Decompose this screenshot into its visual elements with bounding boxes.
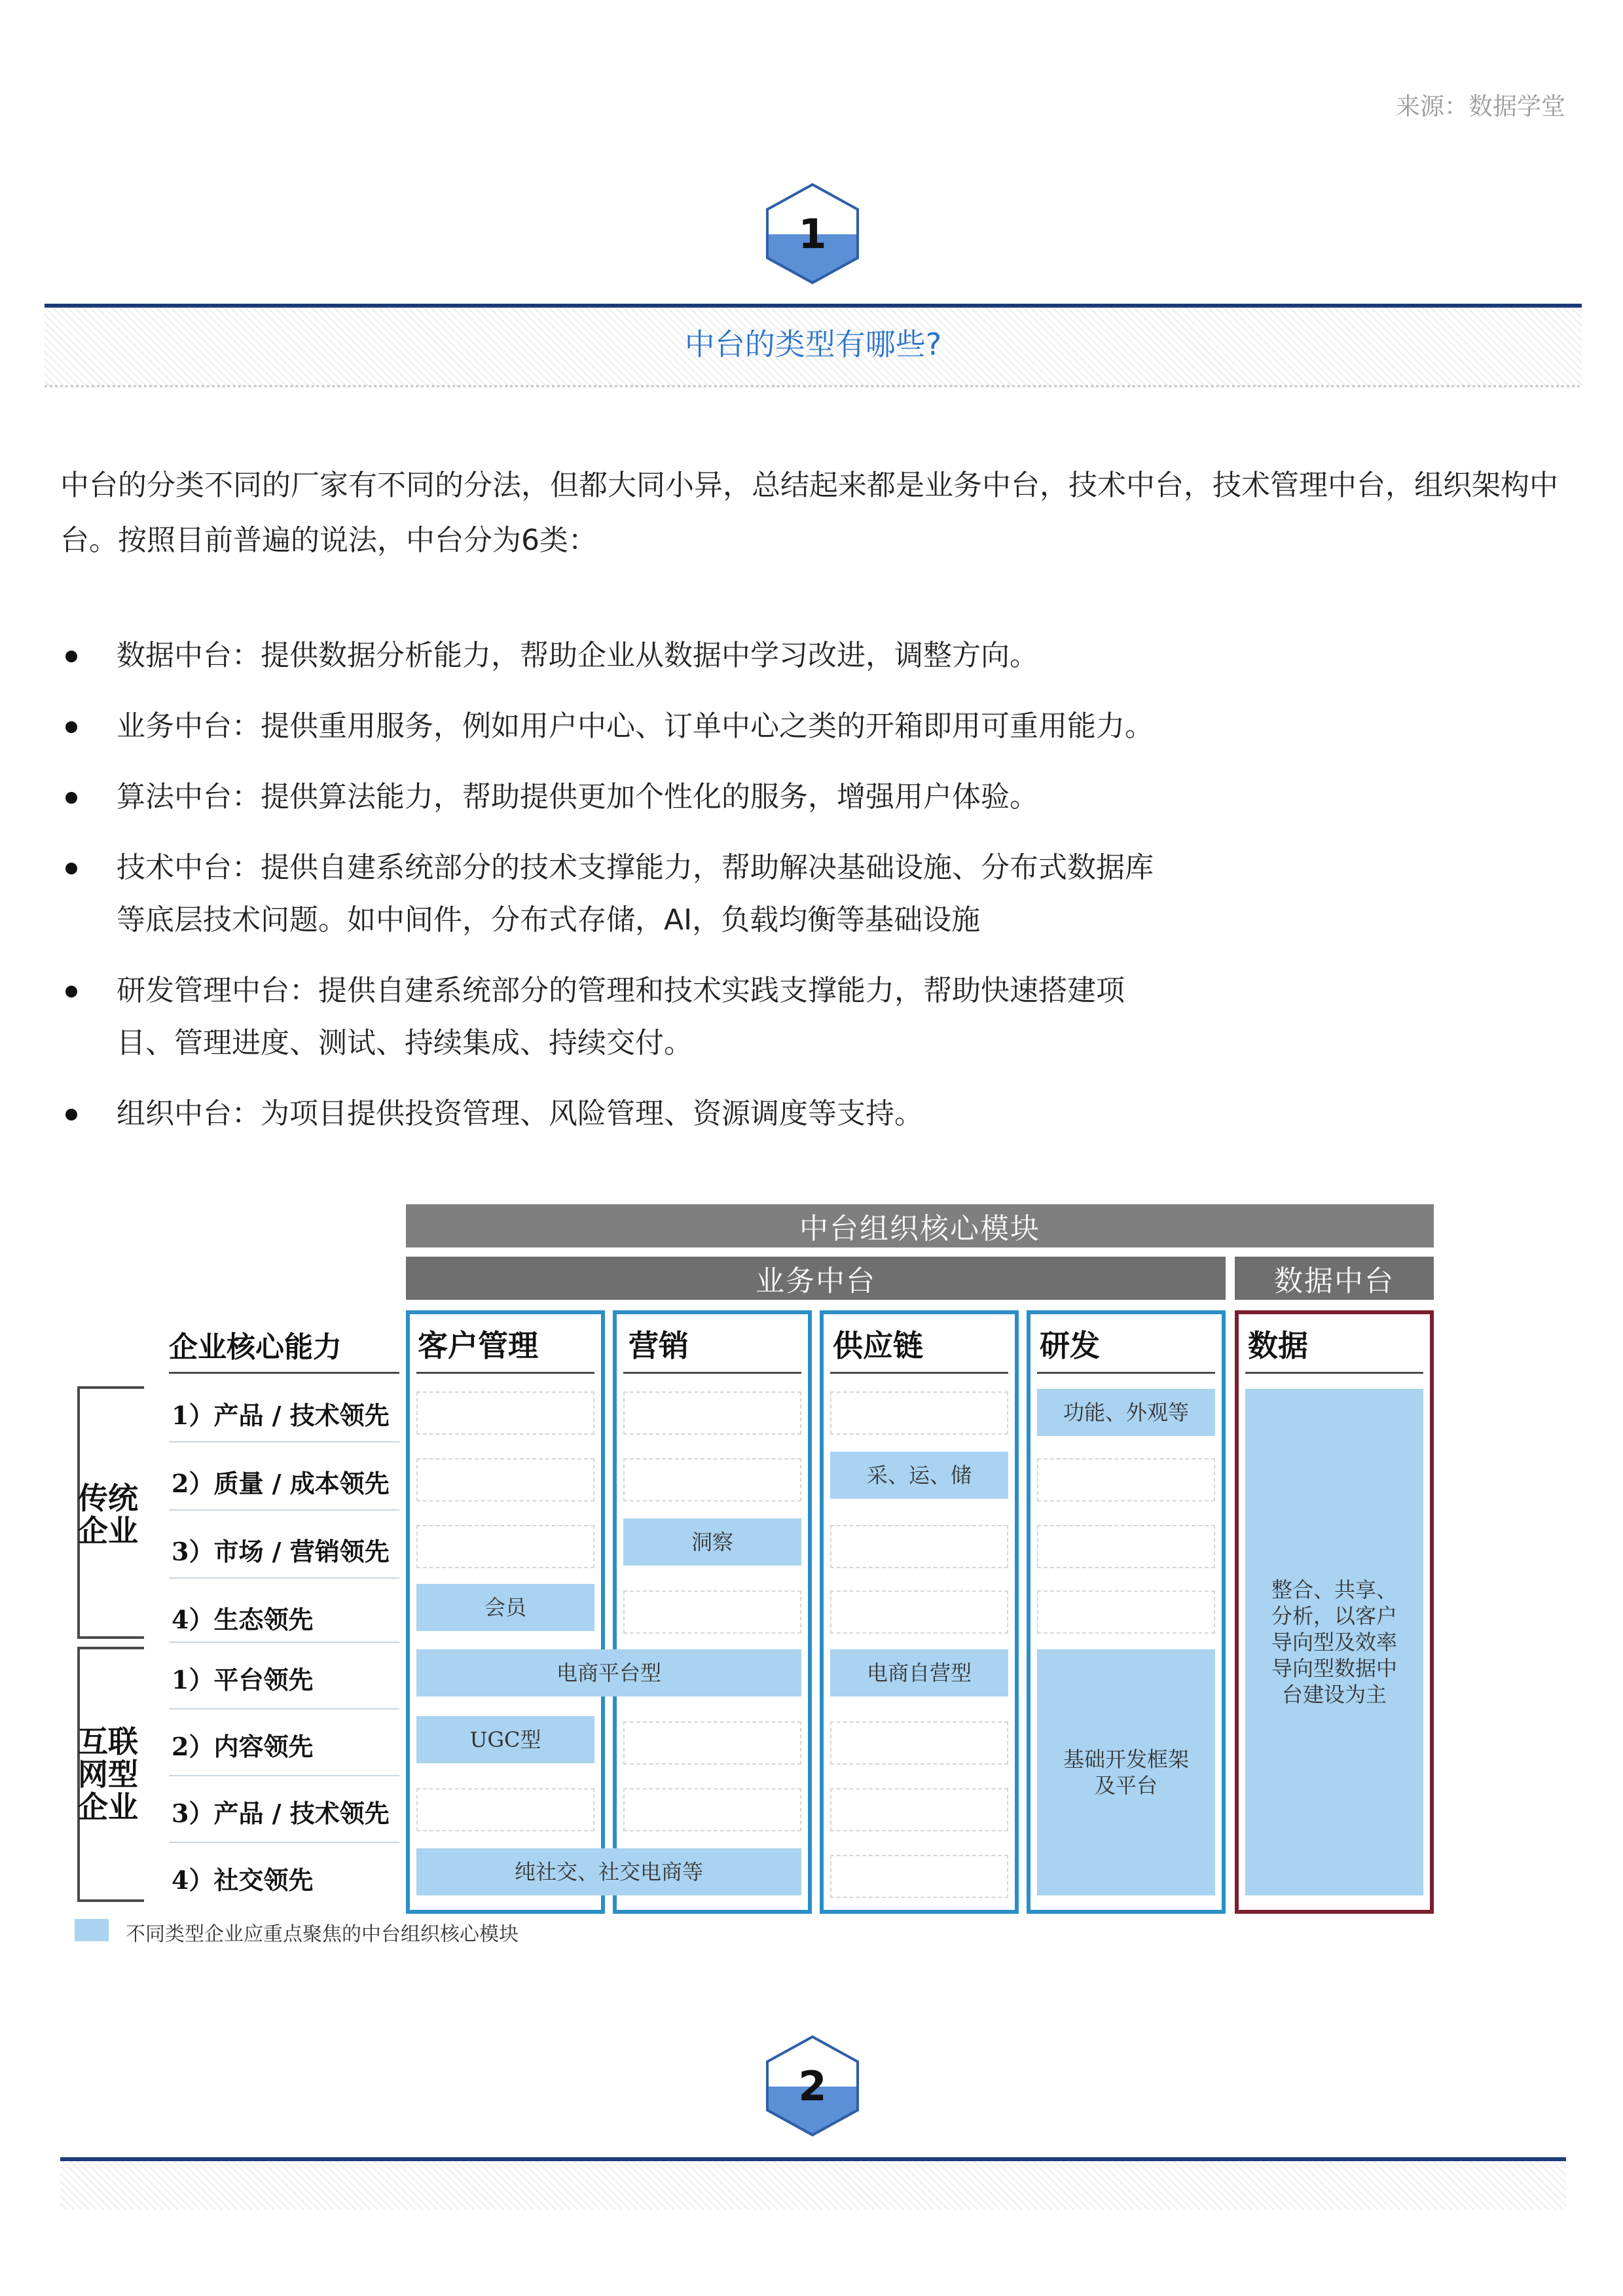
- cell-data: 整合、共享、 分析，以客户 导向型及效率 导向型数据中 台建设为主: [1245, 1389, 1423, 1895]
- column-head-data: 数据: [1248, 1328, 1308, 1363]
- column-head-supply-chain: 供应链: [833, 1328, 923, 1363]
- cell-rnd-framework: 基础开发框架 及平台: [1037, 1649, 1215, 1895]
- section-title-bar: [45, 304, 1582, 387]
- row-label: 3）产品 / 技术领先: [172, 1799, 390, 1828]
- list-item: 研发管理中台：提供自建系统部分的管理和技术实践支撑能力，帮助快速搭建项 目、管理进度、测试、持续集成、持续交付。: [60, 965, 1501, 1069]
- section-title: 中台的类型有哪些?: [684, 327, 942, 362]
- group-label-internet: 互联 网型 企业: [78, 1724, 138, 1825]
- bullet-dot-icon: [65, 792, 77, 804]
- capability-header: 企业核心能力: [169, 1331, 342, 1364]
- row-label: 1）平台领先: [172, 1665, 314, 1695]
- list-item: 算法中台：提供算法能力，帮助提供更加个性化的服务，增强用户体验。: [60, 771, 1501, 823]
- bullet-dot-icon: [65, 721, 77, 733]
- section-number-hexagon: [765, 2034, 860, 2138]
- bullet-list: [60, 630, 1501, 1158]
- source-note: 来源：数据学堂: [1396, 92, 1565, 120]
- cell-ugc: UGC型: [416, 1716, 594, 1763]
- middle-platform-matrix-figure: [72, 1204, 1434, 1957]
- legend-text: 不同类型企业应重点聚焦的中台组织核心模块: [126, 1923, 519, 1946]
- bullet-dot-icon: [65, 863, 77, 874]
- intro-paragraph: 中台的分类不同的厂家有不同的分法，但都大同小异，总结起来都是业务中台，技术中台，技术管理中台，组织架构中台。按照目前普遍的说法，中台分为6类：: [60, 469, 1558, 557]
- column-head-rnd: 研发: [1040, 1328, 1100, 1363]
- cell-ecommerce-platform: 电商平台型: [416, 1649, 801, 1696]
- row-label: 1）产品 / 技术领先: [172, 1401, 390, 1430]
- column-head-marketing: 营销: [629, 1328, 689, 1363]
- row-label: 2）质量 / 成本领先: [172, 1469, 390, 1498]
- legend-swatch: [75, 1919, 109, 1941]
- section-number: 2: [798, 2062, 827, 2110]
- bullet-dot-icon: [65, 651, 77, 662]
- business-platform-band: 业务中台: [406, 1257, 1226, 1300]
- section-number-hexagon: [765, 182, 860, 285]
- row-label: 4）生态领先: [172, 1605, 314, 1634]
- row-label: 2）内容领先: [172, 1732, 314, 1761]
- list-item: 组织中台：为项目提供投资管理、风险管理、资源调度等支持。: [60, 1088, 1501, 1140]
- section-title-bar: [60, 2157, 1566, 2210]
- bullet-dot-icon: [65, 1109, 77, 1121]
- cell-ecommerce-self: 电商自营型: [830, 1649, 1008, 1696]
- cell-marketing-insight: 洞察: [623, 1518, 801, 1566]
- figure-top-band: 中台组织核心模块: [406, 1204, 1434, 1247]
- cell-rnd-feature: 功能、外观等: [1037, 1389, 1215, 1436]
- section-number: 1: [798, 209, 827, 258]
- group-label-traditional: 传统 企业: [78, 1480, 138, 1549]
- list-item: 数据中台：提供数据分析能力，帮助企业从数据中学习改进，调整方向。: [60, 630, 1501, 682]
- cell-social: 纯社交、社交电商等: [416, 1848, 801, 1895]
- cell-customer-member: 会员: [416, 1584, 594, 1631]
- row-label: 4）社交领先: [172, 1865, 314, 1895]
- data-platform-band: 数据中台: [1235, 1257, 1434, 1300]
- bullet-dot-icon: [65, 986, 77, 997]
- column-head-customer: 客户管理: [418, 1328, 538, 1363]
- cell-supply-logistics: 采、运、储: [830, 1452, 1008, 1499]
- list-item: 业务中台：提供重用服务，例如用户中心、订单中心之类的开箱即用可重用能力。: [60, 700, 1501, 753]
- row-label: 3）市场 / 营销领先: [172, 1537, 390, 1566]
- list-item: 技术中台：提供自建系统部分的技术支撑能力，帮助解决基础设施、分布式数据库 等底层技术问题。如中间件，分布式存储，AI，负载均衡等基础设施: [60, 842, 1501, 946]
